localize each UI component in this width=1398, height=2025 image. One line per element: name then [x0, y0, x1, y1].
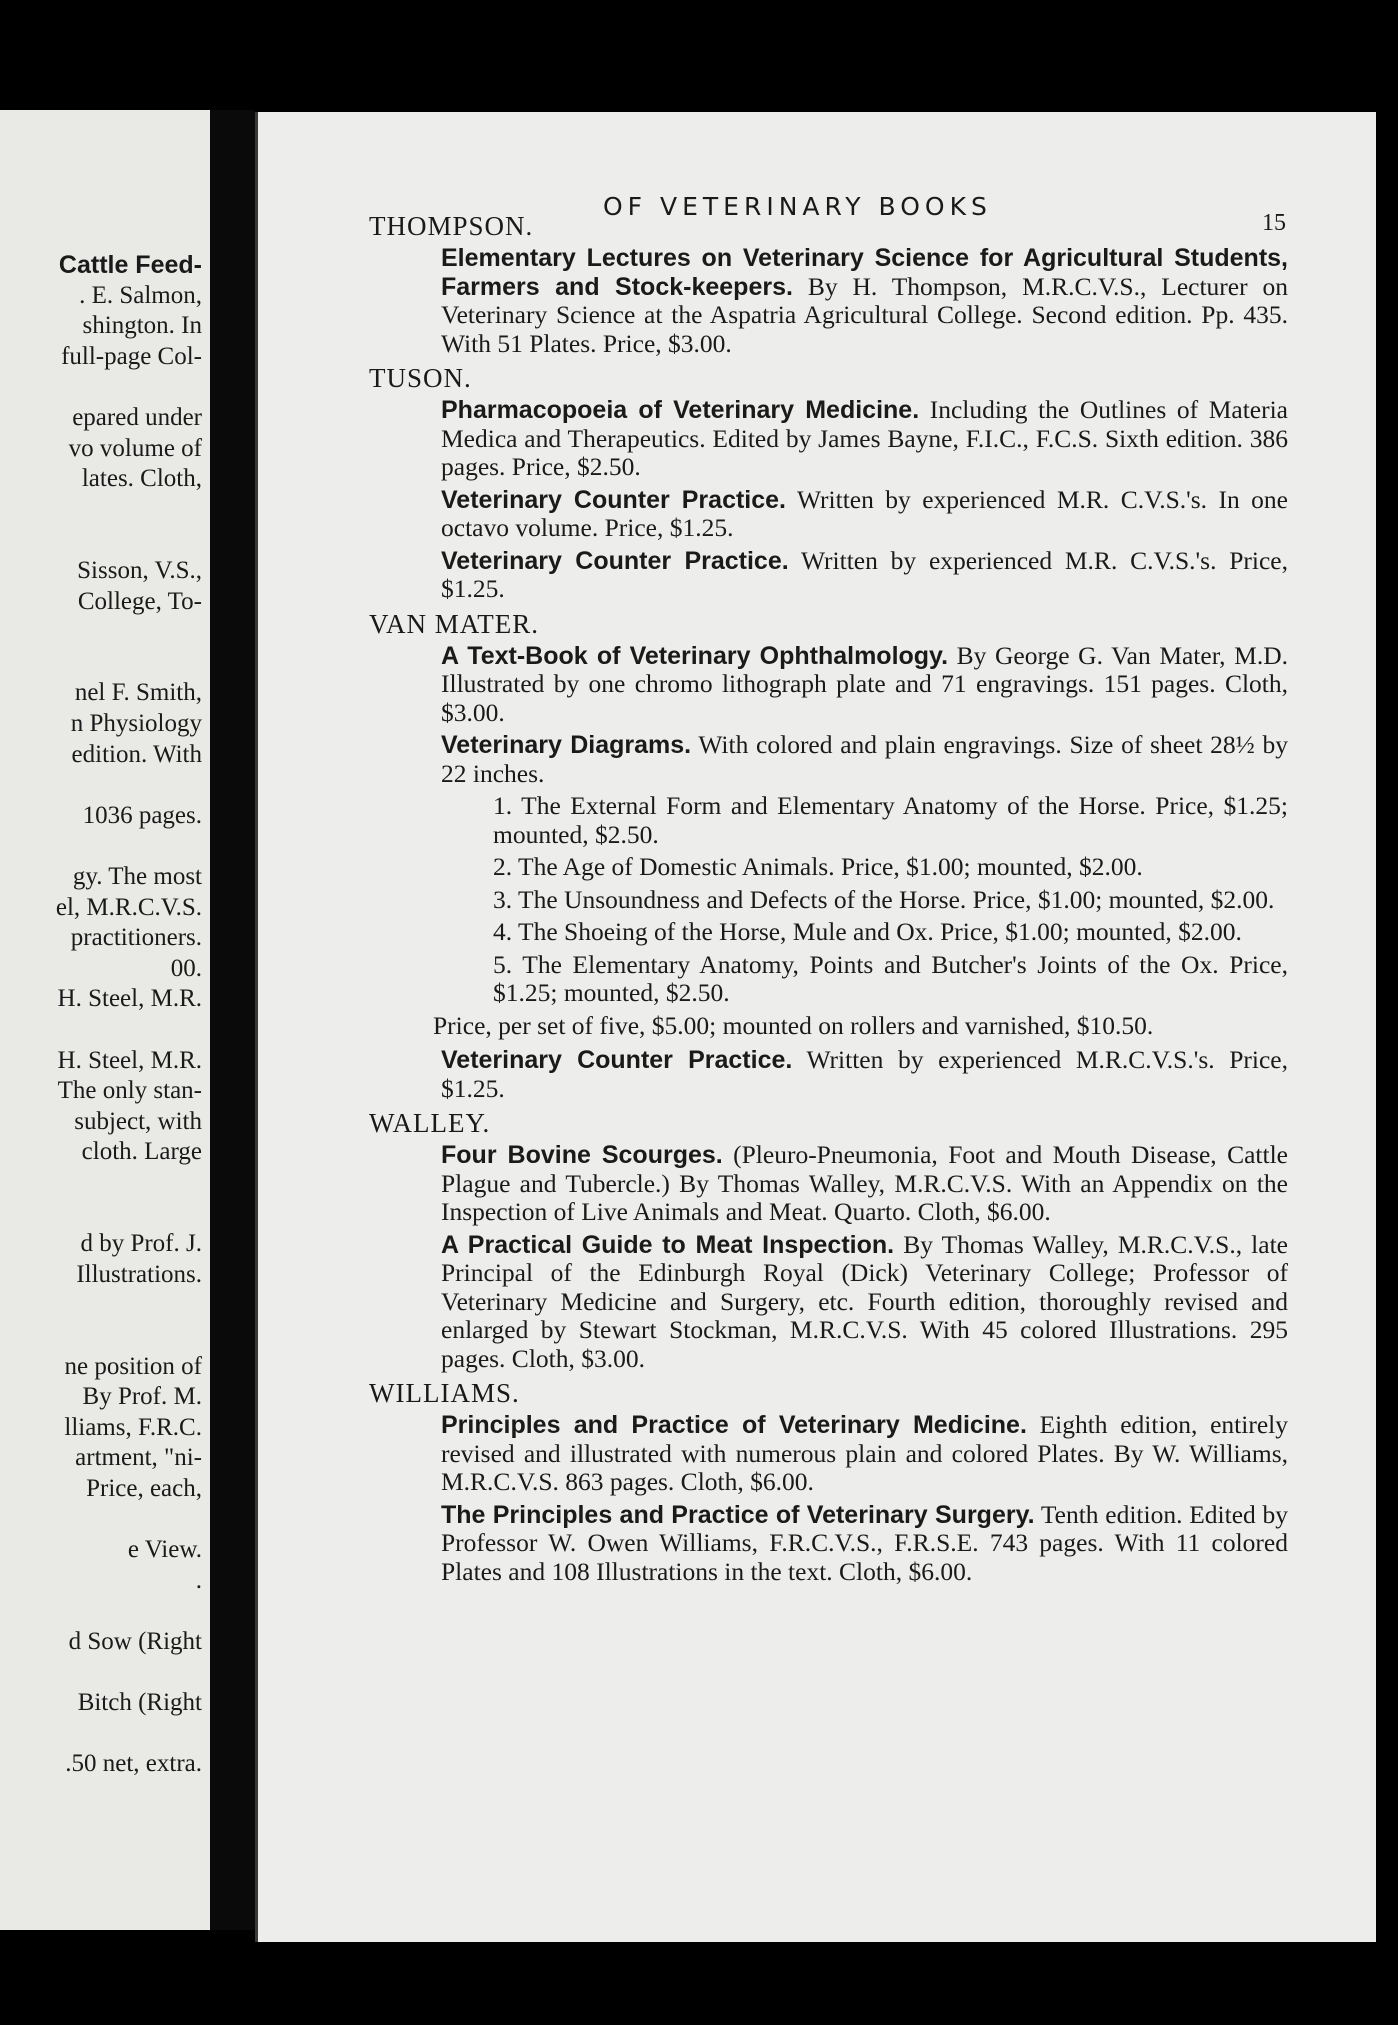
book-description: By H. Thompson, M.R.C.V.S., Lecturer on Veterinary Science at the Aspatria Agricultural College. Second edition. Pp. 435. With 51 Plates. Price, $3.00.	[441, 271, 1288, 358]
left-page-line: d by Prof. J.	[80, 1230, 202, 1258]
left-page-line: 1036 pages.	[82, 801, 202, 829]
book-description: Written by experienced M.R. C.V.S.'s. In one octavo volume. Price, $1.25.	[441, 484, 1288, 542]
book-description: (Pleuro-Pneumonia, Foot and Mouth Disease, Cattle Plague and Tubercle.) By Thomas Walley, M.R.C.V.S. With an Appendix on the Inspection of Live Animals and Meat. Quarto. Cloth, $6.00.	[441, 1140, 1288, 1226]
book-title: The Principles and Practice of Veterinary Surgery.	[441, 1500, 1035, 1529]
book-entry	[441, 396, 1288, 482]
left-page-line: d Sow (Right	[68, 1628, 202, 1655]
author-heading: THOMPSON.	[369, 211, 534, 241]
book-description: By Thomas Walley, M.R.C.V.S., late Principal of the Edinburgh Royal (Dick) Veterinary College; Professor of Veterinary Medicine and Surgery, etc. Fourth edition, thoroughly revised and enlarged by Stewart Stockman, M.R.C.V.S. With 45 colored Illustrations. 295 pages. Cloth, $3.00.	[441, 1229, 1288, 1373]
left-page-line: Price, each,	[86, 1475, 202, 1502]
book-entry	[441, 244, 1288, 358]
author-heading: VAN MATER.	[369, 608, 540, 639]
catalog-content	[369, 210, 1289, 1590]
book-description: Tenth edition. Edited by Professor W. Owen Williams, F.R.C.V.S., F.R.S.E. 743 pages. With 11 colored Plates and 108 Illustrations in the text. Cloth, $6.00.	[441, 1499, 1289, 1586]
main-page	[255, 112, 1376, 1942]
book-title: Pharmacopoeia of Veterinary Medicine.	[441, 396, 920, 424]
book-entry	[441, 731, 1288, 788]
book-title: Veterinary Counter Practice.	[441, 485, 786, 514]
left-page-line: . E. Salmon,	[79, 281, 202, 309]
book-title: A Text-Book of Veterinary Ophthalmology.	[441, 641, 949, 670]
set-price: Price, per set of five, $5.00; mounted on rollers and varnished, $10.50.	[433, 1010, 1154, 1040]
left-page-line: .	[195, 1566, 202, 1594]
left-page-line: gy. The most	[72, 863, 202, 890]
book-entry	[441, 642, 1288, 728]
book-title: Principles and Practice of Veterinary Medicine.	[441, 1411, 1027, 1439]
author-heading: WALLEY.	[369, 1108, 491, 1138]
book-description: Including the Outlines of Materia Medica and Therapeutics. Edited by James Bayne, F.I.C., F.C.S. Sixth edition. 386 pages. Price, $2.50.	[441, 395, 1288, 481]
left-page-line: practitioners.	[70, 924, 202, 952]
left-page-line: cloth. Large	[81, 1138, 202, 1166]
left-page-line: ne position of	[64, 1352, 202, 1380]
book-description: With colored and plain engravings. Size of sheet 28½ by 22 inches.	[441, 730, 1288, 788]
book-description: Written by experienced M.R.C.V.S.'s. Price, $1.25.	[441, 1045, 1288, 1103]
book-entry	[441, 1411, 1288, 1497]
diagram-item: 2. The Age of Domestic Animals. Price, $1.00; mounted, $2.00.	[493, 852, 1143, 881]
left-page-line: n Physiology	[70, 710, 202, 737]
left-page-line: nel F. Smith,	[74, 679, 202, 707]
book-title: Veterinary Counter Practice.	[441, 1046, 793, 1074]
book-title: Elementary Lectures on Veterinary Science for Agricultural Students, Farmers and Stock-keepers.	[441, 244, 1288, 301]
left-page-line: subject, with	[74, 1107, 202, 1135]
diagram-item: 1. The External Form and Elementary Anatomy of the Horse. Price, $1.25; mounted, $2.50.	[493, 791, 1288, 849]
left-page-line: lliams, F.R.C.	[64, 1413, 202, 1441]
left-page-line: H. Steel, M.R.	[57, 1046, 202, 1074]
left-page-line: Illustrations.	[76, 1260, 202, 1288]
left-page-line: artment, "ni-	[75, 1444, 202, 1472]
book-entry	[441, 1141, 1288, 1227]
page-number: 15	[1262, 210, 1286, 236]
book-entry	[441, 486, 1288, 543]
diagram-item: 3. The Unsoundness and Defects of the Horse. Price, $1.00; mounted, $2.00.	[493, 884, 1275, 914]
page-gutter	[210, 110, 255, 1930]
left-page-line: edition. With	[71, 740, 202, 768]
left-page-line: Sisson, V.S.,	[77, 557, 202, 584]
left-page-line: Bitch (Right	[77, 1689, 202, 1717]
book-description: By George G. Van Mater, M.D. Illustrated by one chromo lithograph plate and 71 engravings. 151 pages. Cloth, $3.00.	[441, 640, 1288, 727]
running-title: OF VETERINARY BOOKS	[603, 192, 992, 221]
left-page-line: vo volume of	[68, 434, 202, 462]
book-entry	[441, 1046, 1288, 1103]
book-description: Eighth edition, entirely revised and illustrated with numerous plain and colored Plates. By W. Williams, M.R.C.V.S. 863 pages. Cloth, $6.00.	[441, 1410, 1288, 1496]
book-title: Veterinary Counter Practice.	[441, 546, 789, 575]
book-title: A Practical Guide to Meat Inspection.	[441, 1230, 895, 1259]
book-entry	[441, 1231, 1288, 1374]
diagram-item: 5. The Elementary Anatomy, Points and Butcher's Joints of the Ox. Price, $1.25; mounted, $2.50.	[493, 949, 1288, 1007]
left-page-line: Cattle Feed-	[58, 251, 202, 279]
book-entry	[441, 1501, 1288, 1587]
left-page-line: College, To-	[77, 587, 202, 615]
left-page-line: shington. In	[82, 312, 202, 340]
left-page-line: 00.	[170, 954, 202, 982]
book-title: Four Bovine Scourges.	[441, 1141, 723, 1169]
left-page-line: H. Steel, M.R.	[57, 985, 202, 1013]
book-title: Veterinary Diagrams.	[441, 731, 692, 759]
left-page-line: el, M.R.C.V.S.	[55, 893, 202, 921]
left-page-line: The only stan-	[57, 1077, 202, 1105]
left-page-line: lates. Cloth,	[81, 465, 202, 493]
diagram-item: 4. The Shoeing of the Horse, Mule and Ox. Price, $1.00; mounted, $2.00.	[493, 917, 1242, 946]
book-description: Written by experienced M.R. C.V.S.'s. Price, $1.25.	[441, 545, 1288, 603]
left-page-line: .50 net, extra.	[65, 1750, 202, 1778]
author-heading: WILLIAMS.	[369, 1378, 520, 1408]
left-page-line: full-page Col-	[61, 342, 202, 370]
left-page-line: epared under	[72, 404, 202, 431]
left-page-fragment	[0, 110, 216, 1930]
left-page-line: e View.	[127, 1536, 202, 1564]
author-heading: TUSON.	[369, 363, 472, 393]
book-entry	[441, 547, 1288, 604]
left-page-line: By Prof. M.	[82, 1383, 202, 1411]
